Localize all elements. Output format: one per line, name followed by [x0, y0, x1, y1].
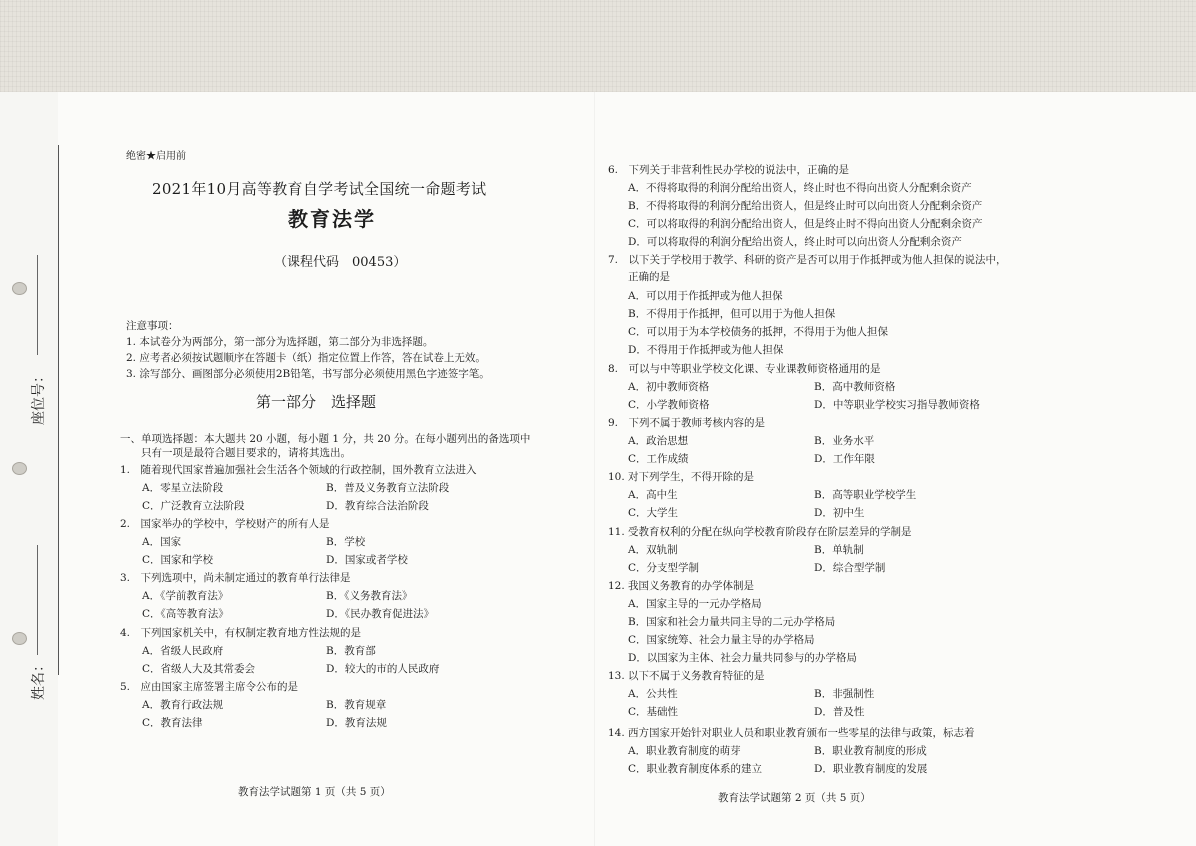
scan-background — [0, 0, 1196, 92]
question-13: 13. 以下不属于义务教育特征的是 — [608, 670, 765, 682]
option: B．不得将取得的利润分配给出资人，但是终止时可以向出资人分配剩余资产 — [628, 200, 983, 212]
option: A．公共性 — [628, 688, 678, 700]
question-7: 7. 以下关于学校用于教学、科研的资产是否可以用于作抵押或为他人担保的说法中， — [608, 254, 1007, 266]
option: A．零星立法阶段 — [142, 482, 224, 494]
option: C．大学生 — [628, 507, 679, 519]
question-4: 4. 下列国家机关中，有权制定教育地方性法规的是 — [120, 627, 362, 639]
page-footer-1: 教育法学试题第 1 页（共 5 页） — [238, 786, 391, 798]
option: D．较大的市的人民政府 — [326, 663, 440, 675]
option: D．初中生 — [814, 507, 865, 519]
option: B．教育规章 — [326, 699, 387, 711]
option: C．国家统筹、社会力量主导的办学格局 — [628, 634, 815, 646]
option: A．不得将取得的利润分配给出资人，终止时也不得向出资人分配剩余资产 — [628, 182, 972, 194]
question-10: 10. 对下列学生，不得开除的是 — [608, 471, 755, 483]
option: D．不得用于作抵押或为他人担保 — [628, 344, 784, 356]
page-footer-2: 教育法学试题第 2 页（共 5 页） — [718, 792, 871, 804]
option: C．教育法律 — [142, 717, 203, 729]
option: A．双轨制 — [628, 544, 678, 556]
option: B．单轨制 — [814, 544, 864, 556]
note-item: 2. 应考者必须按试题顺序在答题卡（纸）指定位置上作答，答在试卷上无效。 — [126, 352, 486, 364]
seat-number-label: 座位号： — [31, 369, 47, 425]
binding-line — [58, 145, 59, 675]
option: B．业务水平 — [814, 435, 875, 447]
option: A．初中教师资格 — [628, 381, 710, 393]
option: D．工作年限 — [814, 453, 875, 465]
option: A．可以用于作抵押或为他人担保 — [628, 290, 783, 302]
binding-hole — [12, 632, 27, 645]
section-intro-line: 只有一项是最符合题目要求的，请将其选出。 — [120, 447, 351, 459]
option: A．国家 — [142, 536, 182, 548]
option: C．基础性 — [628, 706, 679, 718]
binding-hole — [12, 462, 27, 475]
binding-strip — [0, 92, 58, 846]
option: D．普及性 — [814, 706, 865, 718]
option: D．以国家为主体、社会力量共同参与的办学格局 — [628, 652, 857, 664]
exam-title: 2021年10月高等教育自学考试全国统一命题考试 — [152, 180, 487, 198]
option: A．高中生 — [628, 489, 678, 501]
seat-number-field — [37, 255, 38, 355]
option: B．学校 — [326, 536, 366, 548]
question-5: 5. 应由国家主席签署主席令公布的是 — [120, 681, 299, 693]
question-2: 2. 国家举办的学校中，学校财产的所有人是 — [120, 518, 330, 530]
note-item: 3. 涂写部分、画图部分必须使用2B铅笔，书写部分必须使用黑色字迹签字笔。 — [126, 368, 490, 380]
option: D．国家或者学校 — [326, 554, 408, 566]
option: B．非强制性 — [814, 688, 875, 700]
binding-hole — [12, 282, 27, 295]
option: D．中等职业学校实习指导教师资格 — [814, 399, 980, 411]
option: C．国家和学校 — [142, 554, 214, 566]
option: A．教育行政法规 — [142, 699, 224, 711]
option: D．可以将取得的利润分配给出资人，终止时可以向出资人分配剩余资产 — [628, 236, 962, 248]
option: B．职业教育制度的形成 — [814, 745, 927, 757]
option: D．教育法规 — [326, 717, 387, 729]
option: B．《义务教育法》 — [326, 590, 413, 602]
option: C．广泛教育立法阶段 — [142, 500, 245, 512]
exam-notes — [126, 318, 490, 382]
page-fold — [594, 92, 595, 846]
question-14: 14. 西方国家开始针对职业人员和职业教育颁布一些零星的法律与政策，标志着 — [608, 727, 975, 739]
option: C．可以用于为本学校债务的抵押，不得用于为他人担保 — [628, 326, 889, 338]
option: B．高等职业学校学生 — [814, 489, 917, 501]
option: D．《民办教育促进法》 — [326, 608, 435, 620]
notes-heading: 注意事项： — [126, 320, 179, 332]
option: A．省级人民政府 — [142, 645, 224, 657]
question-11: 11. 受教育权利的分配在纵向学校教育阶段存在阶层差异的学制是 — [608, 526, 912, 538]
option: A．《学前教育法》 — [142, 590, 229, 602]
option: A．国家主导的一元办学格局 — [628, 598, 762, 610]
question-1: 1. 随着现代国家普遍加强社会生活各个领域的行政控制，国外教育立法进入 — [120, 464, 477, 476]
option: C．小学教师资格 — [628, 399, 710, 411]
part-title: 第一部分 选择题 — [256, 393, 377, 411]
name-label: 姓名： — [31, 658, 47, 700]
question-3: 3. 下列选项中，尚未制定通过的教育单行法律是 — [120, 572, 351, 584]
option: C．可以将取得的利润分配给出资人，但是终止时不得向出资人分配剩余资产 — [628, 218, 983, 230]
section-intro — [120, 432, 530, 460]
question-6: 6. 下列关于非营利性民办学校的说法中，正确的是 — [608, 164, 850, 176]
option: B．高中教师资格 — [814, 381, 896, 393]
section-intro-line: 一、单项选择题：本大题共 20 小题，每小题 1 分，共 20 分。在每小题列出的备选项中 — [120, 433, 531, 445]
option: C．《高等教育法》 — [142, 608, 229, 620]
option: A．政治思想 — [628, 435, 689, 447]
option: B．不得用于作抵押，但可以用于为他人担保 — [628, 308, 836, 320]
course-code: （课程代码 00453） — [274, 255, 407, 270]
question-7-continued: 正确的是 — [628, 271, 670, 283]
option: A．职业教育制度的萌芽 — [628, 745, 741, 757]
option: D．职业教育制度的发展 — [814, 763, 928, 775]
name-field — [37, 545, 38, 655]
option: C．分支型学制 — [628, 562, 700, 574]
option: C．工作成绩 — [628, 453, 689, 465]
option: C．省级人大及其常委会 — [142, 663, 256, 675]
option: D．综合型学制 — [814, 562, 886, 574]
subject-title: 教育法学 — [288, 207, 376, 231]
question-12: 12. 我国义务教育的办学体制是 — [608, 580, 755, 592]
option: B．教育部 — [326, 645, 376, 657]
option: B．普及义务教育立法阶段 — [326, 482, 450, 494]
question-8: 8. 可以与中等职业学校文化课、专业课教师资格通用的是 — [608, 363, 881, 375]
question-9: 9. 下列不属于教师考核内容的是 — [608, 417, 766, 429]
option: C．职业教育制度体系的建立 — [628, 763, 763, 775]
option: D．教育综合法治阶段 — [326, 500, 429, 512]
note-item: 1. 本试卷分为两部分，第一部分为选择题，第二部分为非选择题。 — [126, 336, 434, 348]
option: B．国家和社会力量共同主导的二元办学格局 — [628, 616, 836, 628]
confidential-mark: 绝密★启用前 — [126, 151, 186, 162]
